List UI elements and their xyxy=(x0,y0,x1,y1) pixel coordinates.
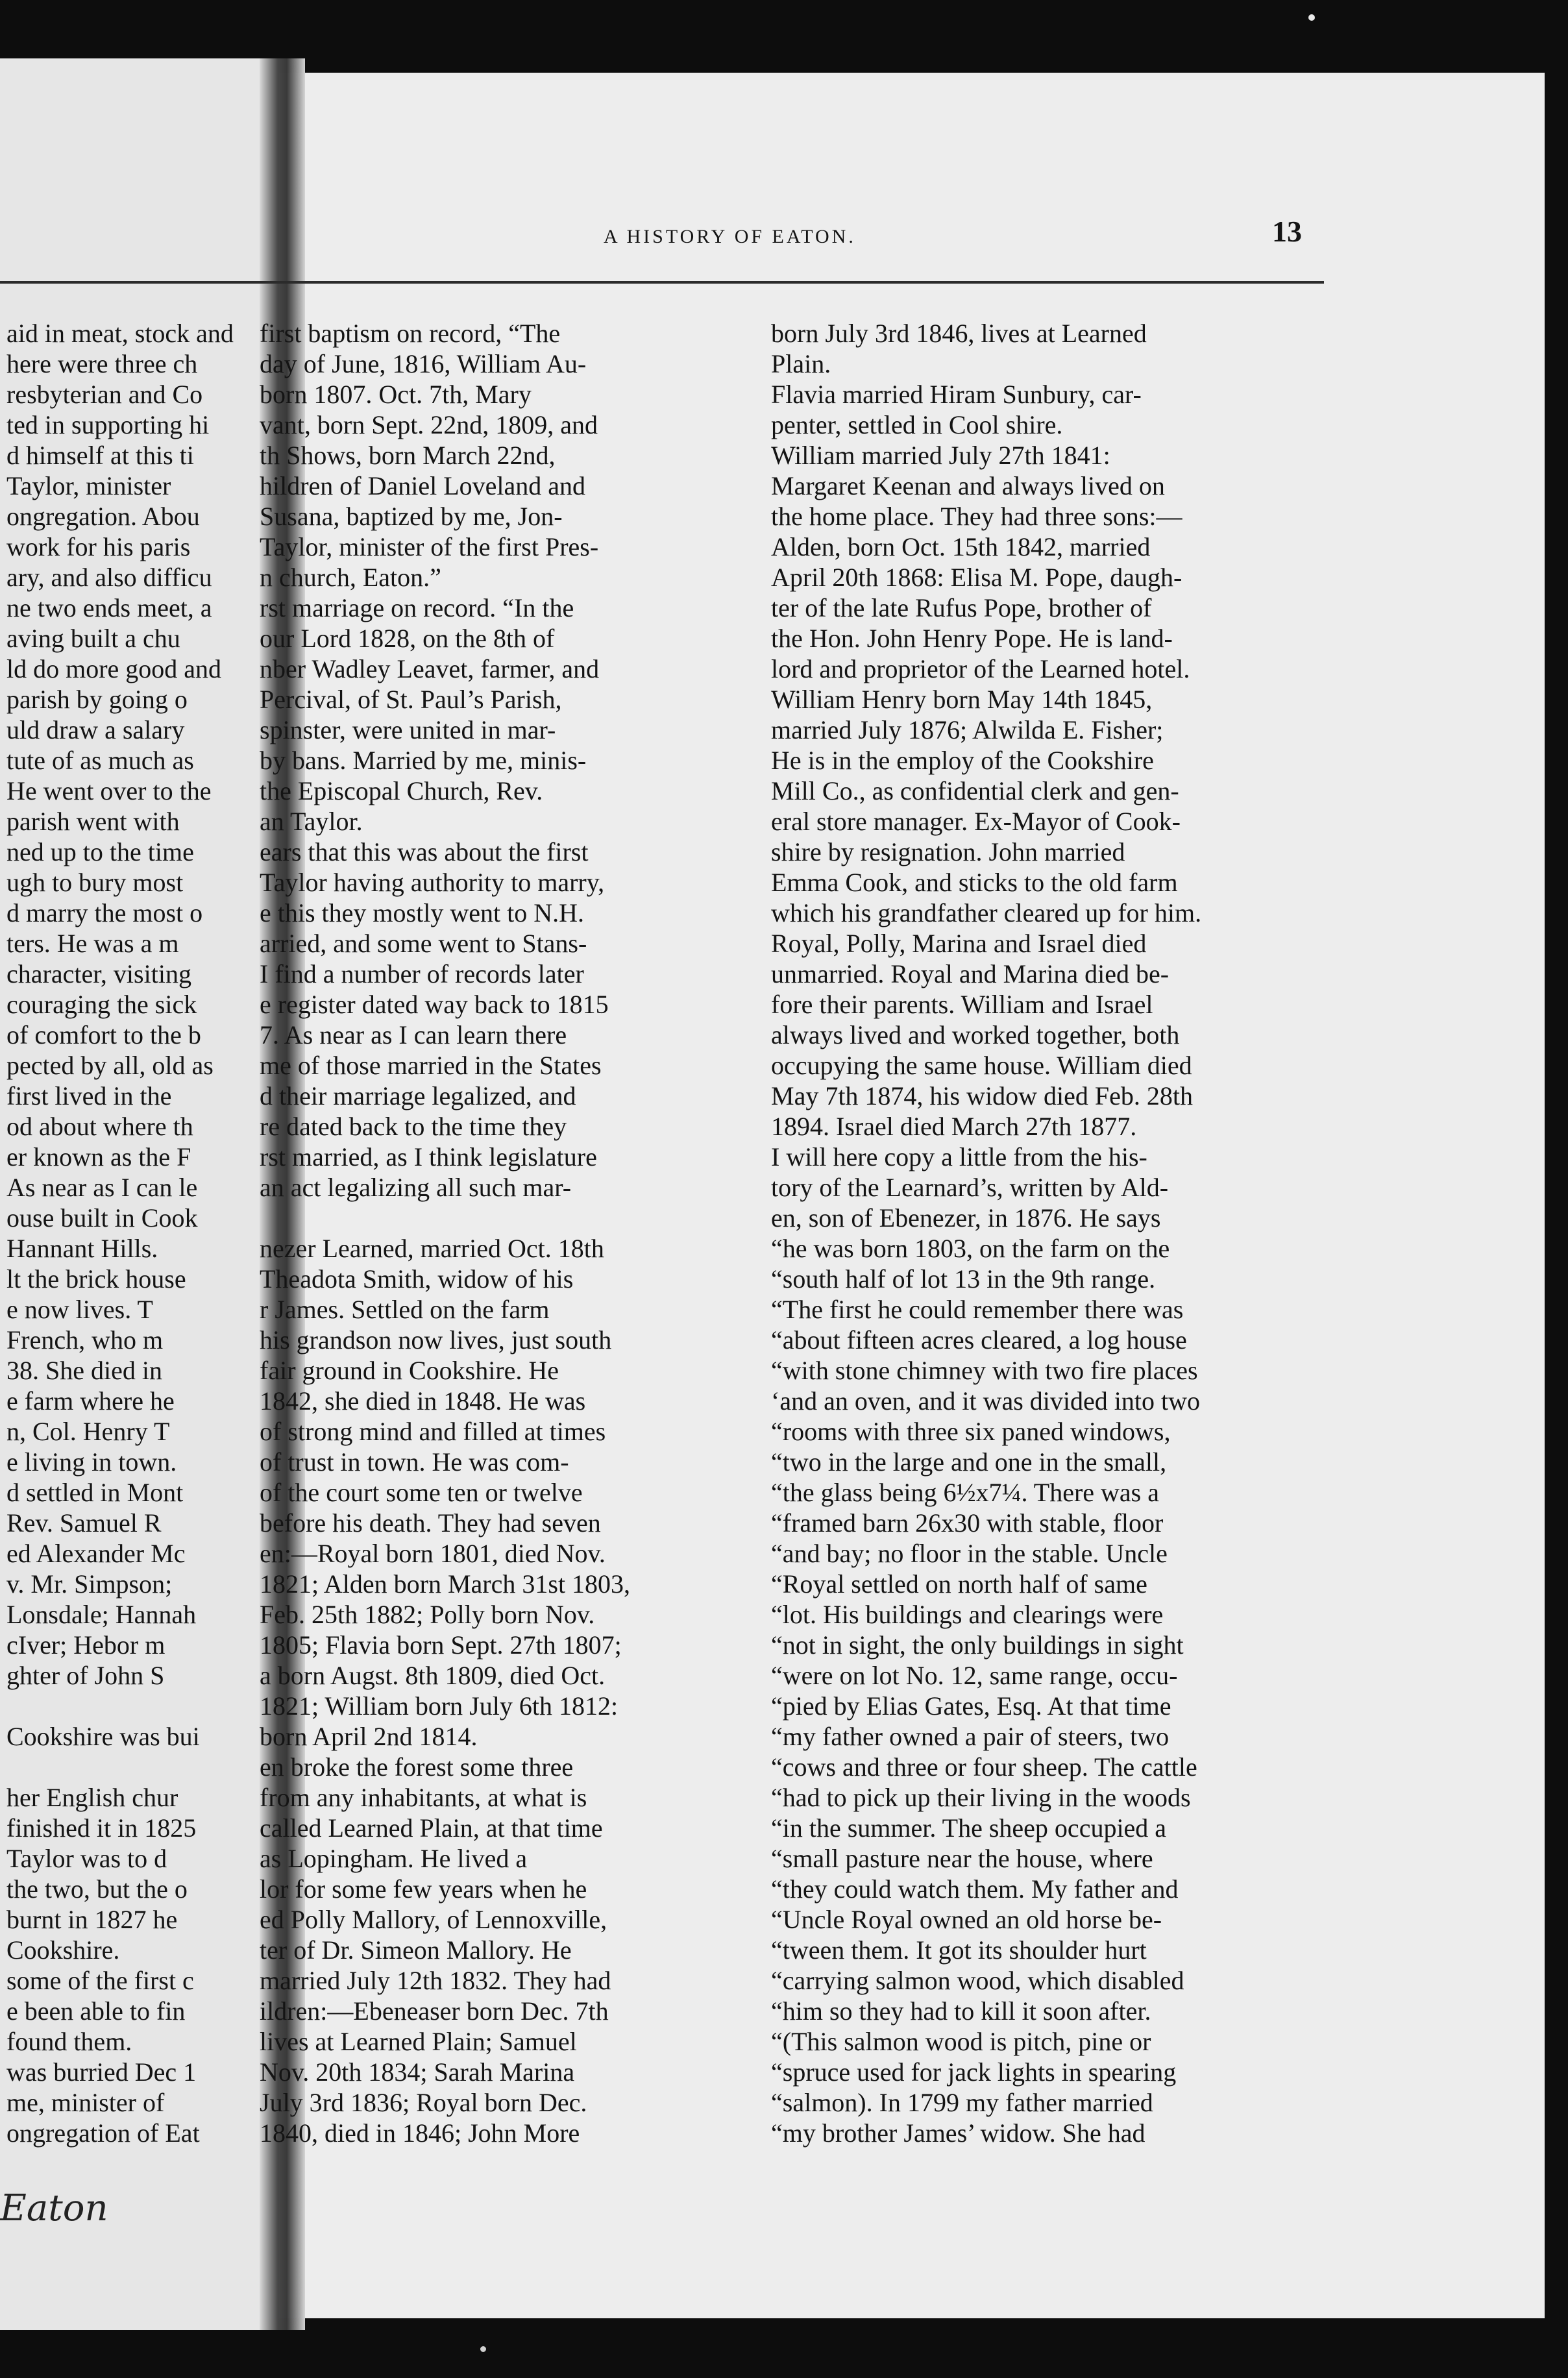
text-line: “lot. His buildings and clearings were xyxy=(771,1600,1164,1629)
text-line: uld draw a salary xyxy=(6,715,185,744)
text-line: parish by going o xyxy=(6,685,188,714)
text-line: lord and proprietor of the Learned hotel. xyxy=(771,654,1190,683)
text-line: 38. She died in xyxy=(6,1356,162,1385)
scan-speck xyxy=(1308,14,1315,21)
text-line: Feb. 25th 1882; Polly born Nov. xyxy=(260,1600,595,1629)
text-line: Royal, Polly, Marina and Israel died xyxy=(771,929,1147,958)
text-line: “tween them. It got its shoulder hurt xyxy=(771,1935,1147,1965)
text-line: v. Mr. Simpson; xyxy=(6,1569,173,1599)
text-line: en, son of Ebenezer, in 1876. He says xyxy=(771,1203,1161,1232)
text-line: “the glass being 6½x7¼. There was a xyxy=(771,1478,1159,1507)
text-line: his grandson now lives, just south xyxy=(260,1325,612,1354)
text-line: always lived and worked together, both xyxy=(771,1020,1180,1049)
text-line: April 20th 1868: Elisa M. Pope, daugh- xyxy=(771,563,1182,592)
text-line: married July 12th 1832. They had xyxy=(260,1966,611,1995)
text-line: lives at Learned Plain; Samuel xyxy=(260,2027,577,2056)
text-line: as Lopingham. He lived a xyxy=(260,1844,528,1873)
text-line: “The first he could remember there was xyxy=(771,1295,1184,1324)
text-line: “and bay; no floor in the stable. Uncle xyxy=(771,1539,1168,1568)
text-line: ter of Dr. Simeon Mallory. He xyxy=(260,1935,572,1965)
text-line: arried, and some went to Stans- xyxy=(260,929,587,958)
text-line: e register dated way back to 1815 xyxy=(260,990,609,1019)
text-line: July 3rd 1836; Royal born Dec. xyxy=(260,2088,587,2117)
text-line: aving built a chu xyxy=(6,624,180,653)
text-line: d settled in Mont xyxy=(6,1478,184,1507)
text-line: finished it in 1825 xyxy=(6,1813,197,1843)
text-line: Emma Cook, and sticks to the old farm xyxy=(771,868,1178,897)
text-line: “pied by Elias Gates, Esq. At that time xyxy=(771,1691,1171,1721)
text-line: nber Wadley Leavet, farmer, and xyxy=(260,654,600,683)
text-line: Alden, born Oct. 15th 1842, married xyxy=(771,532,1151,561)
text-line: ter of the late Rufus Pope, brother of xyxy=(771,593,1152,622)
text-line: lt the brick house xyxy=(6,1264,186,1293)
text-line: 1821; Alden born March 31st 1803, xyxy=(260,1569,631,1599)
text-line: e been able to fin xyxy=(6,1996,186,2026)
text-line xyxy=(260,1203,733,1233)
text-line: ned up to the time xyxy=(6,837,194,866)
text-line: “they could watch them. My father and xyxy=(771,1874,1179,1904)
text-line: ters. He was a m xyxy=(6,929,179,958)
text-line: burnt in 1827 he xyxy=(6,1905,178,1934)
text-line: work for his paris xyxy=(6,532,191,561)
text-line: aid in meat, stock and xyxy=(6,319,234,348)
text-line xyxy=(6,1752,273,1782)
text-line: Taylor having authority to marry, xyxy=(260,868,605,897)
text-line: n, Col. Henry T xyxy=(6,1417,170,1446)
text-line: tory of the Learnard’s, written by Ald- xyxy=(771,1173,1169,1202)
text-line: born 1807. Oct. 7th, Mary xyxy=(260,380,532,409)
text-line: ongregation of Eat xyxy=(6,2118,200,2148)
text-line: nezer Learned, married Oct. 18th xyxy=(260,1234,604,1263)
text-line: the Hon. John Henry Pope. He is land- xyxy=(771,624,1173,653)
text-line: ed Alexander Mc xyxy=(6,1539,186,1568)
text-line: “my brother James’ widow. She had xyxy=(771,2118,1145,2148)
text-line: He is in the employ of the Cookshire xyxy=(771,746,1154,775)
text-line: fore their parents. William and Israel xyxy=(771,990,1153,1019)
text-line: eral store manager. Ex-Mayor of Cook- xyxy=(771,807,1181,836)
text-line: William Henry born May 14th 1845, xyxy=(771,685,1153,714)
text-line: As near as I can le xyxy=(6,1173,198,1202)
running-head: A HISTORY OF EATON. xyxy=(604,226,856,247)
text-line: ildren:—Ebeneaser born Dec. 7th xyxy=(260,1996,609,2026)
text-line: character, visiting xyxy=(6,959,191,988)
text-line: was burried Dec 1 xyxy=(6,2057,197,2087)
handwritten-signature: Eaton xyxy=(0,2187,108,2229)
text-line: e now lives. T xyxy=(6,1295,153,1324)
text-line: Susana, baptized by me, Jon- xyxy=(260,502,563,531)
text-line: ed Polly Mallory, of Lennoxville, xyxy=(260,1905,607,1934)
text-line: of trust in town. He was com- xyxy=(260,1447,569,1477)
text-line: an act legalizing all such mar- xyxy=(260,1173,572,1202)
text-line: the Episcopal Church, Rev. xyxy=(260,776,543,805)
text-line: ary, and also difficu xyxy=(6,563,212,592)
text-line: “carrying salmon wood, which disabled xyxy=(771,1966,1184,1995)
text-line: tute of as much as xyxy=(6,746,194,775)
text-line: Rev. Samuel R xyxy=(6,1508,162,1538)
text-line: born April 2nd 1814. xyxy=(260,1722,478,1751)
text-line: ears that this was about the first xyxy=(260,837,589,866)
text-line: Cookshire. xyxy=(6,1935,120,1965)
text-line: her English chur xyxy=(6,1783,178,1812)
text-line: Plain. xyxy=(771,349,831,378)
text-line: e living in town. xyxy=(6,1447,177,1477)
text-line: d marry the most o xyxy=(6,898,203,927)
text-line: Taylor, minister xyxy=(6,471,171,500)
right-text-column xyxy=(771,318,1336,2148)
text-line: n church, Eaton.” xyxy=(260,563,441,592)
text-line: Mill Co., as confidential clerk and gen- xyxy=(771,776,1179,805)
text-line: married July 1876; Alwilda E. Fisher; xyxy=(771,715,1164,744)
text-line: which his grandfather cleared up for him. xyxy=(771,898,1202,927)
text-line: found them. xyxy=(6,2027,132,2056)
text-line: 1894. Israel died March 27th 1877. xyxy=(771,1112,1137,1141)
text-line: en broke the forest some three xyxy=(260,1752,574,1782)
text-line: Lonsdale; Hannah xyxy=(6,1600,197,1629)
text-line: ted in supporting hi xyxy=(6,410,210,439)
text-line: Percival, of St. Paul’s Parish, xyxy=(260,685,562,714)
text-line: 1842, she died in 1848. He was xyxy=(260,1386,586,1416)
text-line: hildren of Daniel Loveland and xyxy=(260,471,586,500)
text-line: “had to pick up their living in the woods xyxy=(771,1783,1191,1812)
text-line: cIver; Hebor m xyxy=(6,1630,165,1660)
text-line: resbyterian and Co xyxy=(6,380,203,409)
text-line: rst married, as I think legislature xyxy=(260,1142,597,1171)
text-line: first lived in the xyxy=(6,1081,172,1110)
text-line: od about where th xyxy=(6,1112,193,1141)
text-line: me of those married in the States xyxy=(260,1051,602,1080)
text-line: Hannant Hills. xyxy=(6,1234,158,1263)
text-line: “with stone chimney with two fire places xyxy=(771,1356,1198,1385)
text-line: Flavia married Hiram Sunbury, car- xyxy=(771,380,1142,409)
text-line: I will here copy a little from the his- xyxy=(771,1142,1147,1171)
scan-speck xyxy=(480,2346,486,2352)
text-line: of the court some ten or twelve xyxy=(260,1478,583,1507)
text-line: May 7th 1874, his widow died Feb. 28th xyxy=(771,1081,1193,1110)
text-line: Margaret Keenan and always lived on xyxy=(771,471,1165,500)
text-line: “framed barn 26x30 with stable, floor xyxy=(771,1508,1164,1538)
text-line: born July 3rd 1846, lives at Learned xyxy=(771,319,1147,348)
text-line: ouse built in Cook xyxy=(6,1203,198,1232)
text-line: vant, born Sept. 22nd, 1809, and xyxy=(260,410,598,439)
text-line: 7. As near as I can learn there xyxy=(260,1020,567,1049)
text-line xyxy=(6,1691,273,1721)
text-line: “Uncle Royal owned an old horse be- xyxy=(771,1905,1162,1934)
text-line: ghter of John S xyxy=(6,1661,165,1690)
text-line: an Taylor. xyxy=(260,807,363,836)
text-line: of strong mind and filled at times xyxy=(260,1417,606,1446)
text-line: Nov. 20th 1834; Sarah Marina xyxy=(260,2057,575,2087)
text-line: d himself at this ti xyxy=(6,441,194,470)
text-line: ne two ends meet, a xyxy=(6,593,212,622)
page-number: 13 xyxy=(1272,215,1302,248)
text-line: before his death. They had seven xyxy=(260,1508,601,1538)
text-line: “rooms with three six paned windows, xyxy=(771,1417,1171,1446)
text-line: ld do more good and xyxy=(6,654,222,683)
text-line: ‘and an oven, and it was divided into two xyxy=(771,1386,1200,1416)
text-line: Taylor, minister of the first Pres- xyxy=(260,532,599,561)
text-line: “two in the large and one in the small, xyxy=(771,1447,1167,1477)
text-line: “salmon). In 1799 my father married xyxy=(771,2088,1153,2117)
text-line: 1821; William born July 6th 1812: xyxy=(260,1691,619,1721)
text-line: couraging the sick xyxy=(6,990,197,1019)
text-line: our Lord 1828, on the 8th of xyxy=(260,624,555,653)
text-line: He went over to the xyxy=(6,776,212,805)
text-line: “Royal settled on north half of same xyxy=(771,1569,1147,1599)
text-line: 1805; Flavia born Sept. 27th 1807; xyxy=(260,1630,622,1660)
text-line: here were three ch xyxy=(6,349,198,378)
text-line: me, minister of xyxy=(6,2088,165,2117)
text-line: “my father owned a pair of steers, two xyxy=(771,1722,1170,1751)
middle-text-column xyxy=(260,318,733,2148)
text-line: er known as the F xyxy=(6,1142,191,1171)
text-line: rst marriage on record. “In the xyxy=(260,593,574,622)
text-line: a born Augst. 8th 1809, died Oct. xyxy=(260,1661,606,1690)
text-line: the home place. They had three sons:— xyxy=(771,502,1182,531)
text-line: “in the summer. The sheep occupied a xyxy=(771,1813,1167,1843)
text-line: r James. Settled on the farm xyxy=(260,1295,550,1324)
text-line: shire by resignation. John married xyxy=(771,837,1125,866)
text-line: parish went with xyxy=(6,807,180,836)
text-line: Cookshire was bui xyxy=(6,1722,200,1751)
text-line: “spruce used for jack lights in spearing xyxy=(771,2057,1177,2087)
text-line: ongregation. Abou xyxy=(6,502,200,531)
text-line: “cows and three or four sheep. The cattle xyxy=(771,1752,1197,1782)
text-line: ugh to bury most xyxy=(6,868,184,897)
left-fragment-column xyxy=(6,318,273,2148)
text-line: the two, but the o xyxy=(6,1874,188,1904)
text-line: called Learned Plain, at that time xyxy=(260,1813,603,1843)
text-line: I find a number of records later xyxy=(260,959,584,988)
text-line: d their marriage legalized, and xyxy=(260,1081,576,1110)
text-line: Taylor was to d xyxy=(6,1844,167,1873)
text-line: “he was born 1803, on the farm on the xyxy=(771,1234,1170,1263)
text-line: “were on lot No. 12, same range, occu- xyxy=(771,1661,1178,1690)
text-line: “him so they had to kill it soon after. xyxy=(771,1996,1151,2026)
text-line: Theadota Smith, widow of his xyxy=(260,1264,574,1293)
text-line: 1840, died in 1846; John More xyxy=(260,2118,580,2148)
text-line: French, who m xyxy=(6,1325,164,1354)
text-line: re dated back to the time they xyxy=(260,1112,567,1141)
text-line: by bans. Married by me, minis- xyxy=(260,746,587,775)
text-line: William married July 27th 1841: xyxy=(771,441,1110,470)
text-line: “(This salmon wood is pitch, pine or xyxy=(771,2027,1151,2056)
text-line: “about fifteen acres cleared, a log house xyxy=(771,1325,1187,1354)
text-line: unmarried. Royal and Marina died be- xyxy=(771,959,1170,988)
text-line: occupying the same house. William died xyxy=(771,1051,1192,1080)
text-line: pected by all, old as xyxy=(6,1051,214,1080)
text-line: lor for some few years when he xyxy=(260,1874,587,1904)
text-line: day of June, 1816, William Au- xyxy=(260,349,587,378)
text-line: “small pasture near the house, where xyxy=(771,1844,1153,1873)
text-line: th Shows, born March 22nd, xyxy=(260,441,556,470)
text-line: first baptism on record, “The xyxy=(260,319,561,348)
text-line: fair ground in Cookshire. He xyxy=(260,1356,559,1385)
text-line: e farm where he xyxy=(6,1386,175,1416)
text-line: from any inhabitants, at what is xyxy=(260,1783,587,1812)
text-line: penter, settled in Cool shire. xyxy=(771,410,1063,439)
text-line: “not in sight, the only buildings in sight xyxy=(771,1630,1184,1660)
text-line: some of the first c xyxy=(6,1966,194,1995)
text-line: “south half of lot 13 in the 9th range. xyxy=(771,1264,1156,1293)
text-line: of comfort to the b xyxy=(6,1020,201,1049)
text-line: en:—Royal born 1801, died Nov. xyxy=(260,1539,606,1568)
header-rule xyxy=(0,281,1324,284)
text-line: spinster, were united in mar- xyxy=(260,715,556,744)
text-line: e this they mostly went to N.H. xyxy=(260,898,584,927)
